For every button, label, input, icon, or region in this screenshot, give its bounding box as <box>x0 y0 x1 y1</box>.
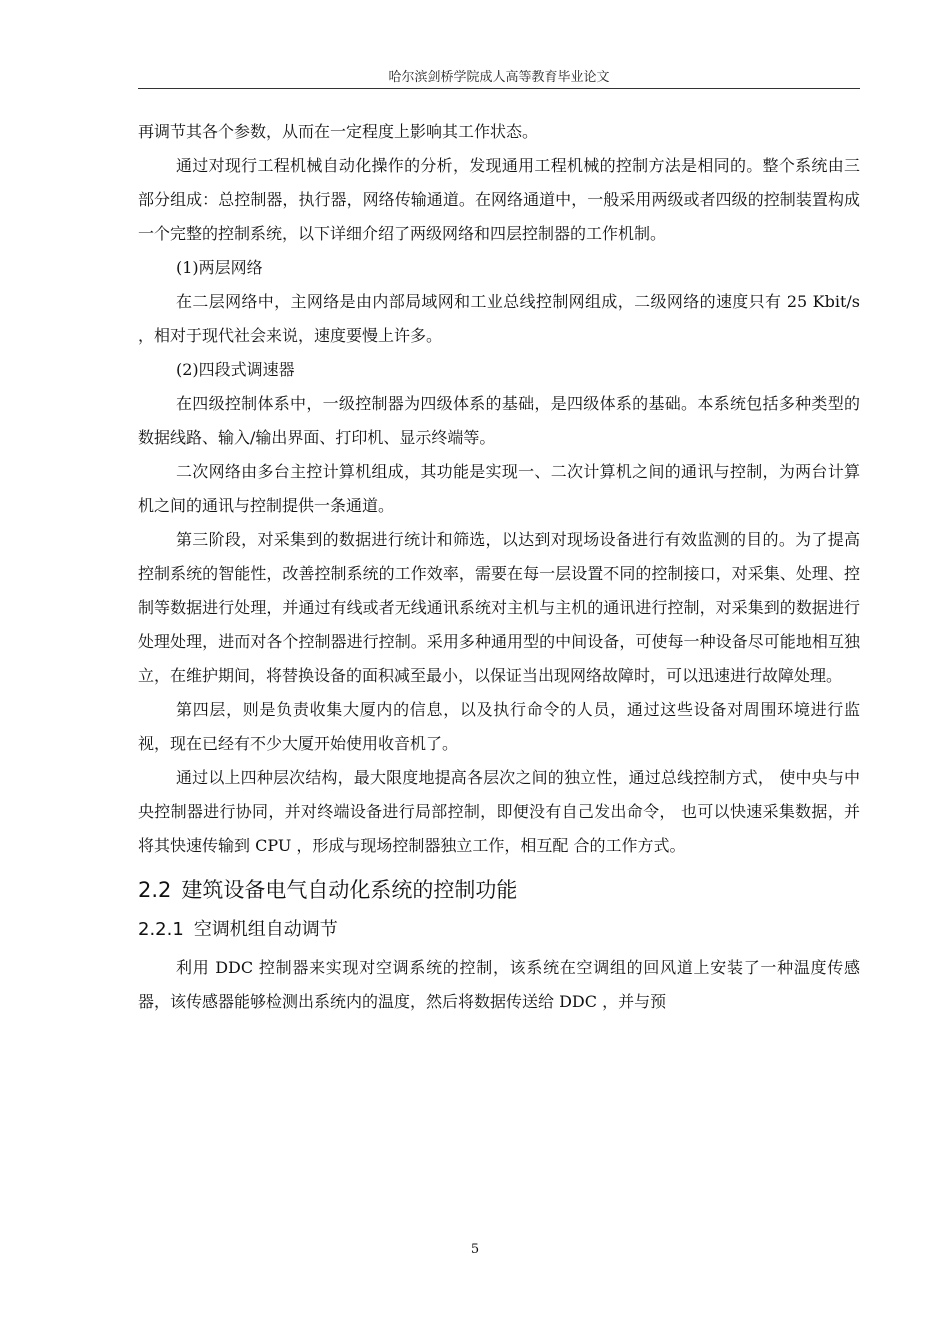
page-header-title: 哈尔滨剑桥学院成人高等教育毕业论文 <box>388 70 610 85</box>
paragraph-system-overview: 通过对现行工程机械自动化操作的分析，发现通用工程机械的控制方法是相同的。整个系统由三部分组成：总控制器，执行器，网络传输通道。在网络通道中，一般采用两级或者四级的控制装置构成一个完整的控制系统，以下详细介绍了两级网络和四层控制器的工作机制。 <box>138 156 860 243</box>
paragraph-ddc-control: 利用 DDC 控制器来实现对空调系统的控制，该系统在空调组的回风道上安装了一种温度传感器，该传感器能够检测出系统内的温度，然后将数据传送给 DDC ，并与预 <box>138 958 860 1011</box>
paragraph-summary: 通过以上四种层次结构，最大限度地提高各层次之间的独立性，通过总线控制方式， 使中央与中央控制器进行协同，并对终端设备进行局部控制，即便没有自己发出命令， 也可以快速采集数据，并将其快速传输到 CPU ，形成与现场控制器独立工作，相互配 合的工作方式。 <box>138 768 860 855</box>
subsection-number: 2.2.1 <box>138 919 184 940</box>
section-title: 建筑设备电气自动化系统的控制功能 <box>181 878 518 902</box>
paragraph-third-stage: 第三阶段，对采集到的数据进行统计和筛选，以达到对现场设备进行有效监测的目的。为了提高控制系统的智能性，改善控制系统的工作效率，需要在每一层设置不同的控制接口，对采集、处理、控制等数据进行处理，并通过有线或者无线通讯系统对主机与主机的通讯进行控制，对采集到的数据进行处理处理，进而对各个控制器进行控制。采用多种通用型的中间设备，可使每一种设备尽可能地相互独立，在维护期间，将替换设备的面积减至最小，以保证当出现网络故障时，可以迅速进行故障处理。 <box>138 530 860 685</box>
document-body <box>138 115 860 1019</box>
subsection-heading <box>138 913 860 947</box>
paragraph-secondary-network: 二次网络由多台主控计算机组成，其功能是实现一、二次计算机之间的通讯与控制，为两台计算机之间的通讯与控制提供一条通道。 <box>138 462 860 515</box>
section-number: 2.2 <box>138 878 172 902</box>
page-number: 5 <box>470 1242 480 1257</box>
header-divider <box>138 88 860 89</box>
paragraph-fourth-layer: 第四层，则是负责收集大厦内的信息，以及执行命令的人员，通过这些设备对周围环境进行监视，现在已经有不少大厦开始使用收音机了。 <box>138 700 860 753</box>
section-heading <box>138 871 860 909</box>
paragraph-continuation: 再调节其各个参数，从而在一定程度上影响其工作状态。 <box>138 122 539 141</box>
paragraph-four-level-control: 在四级控制体系中，一级控制器为四级体系的基础，是四级体系的基础。本系统包括多种类型的数据线路、输入/输出界面、打印机、显示终端等。 <box>138 394 860 447</box>
list-item-two-layer-network: (1)两层网络 <box>176 258 263 277</box>
subsection-title: 空调机组自动调节 <box>193 919 338 940</box>
paragraph-two-layer-network: 在二层网络中，主网络是由内部局域网和工业总线控制网组成，二级网络的速度只有 25 Kbit/s ，相对于现代社会来说，速度要慢上许多。 <box>138 292 860 345</box>
list-item-four-stage-governor: (2)四段式调速器 <box>176 360 295 379</box>
